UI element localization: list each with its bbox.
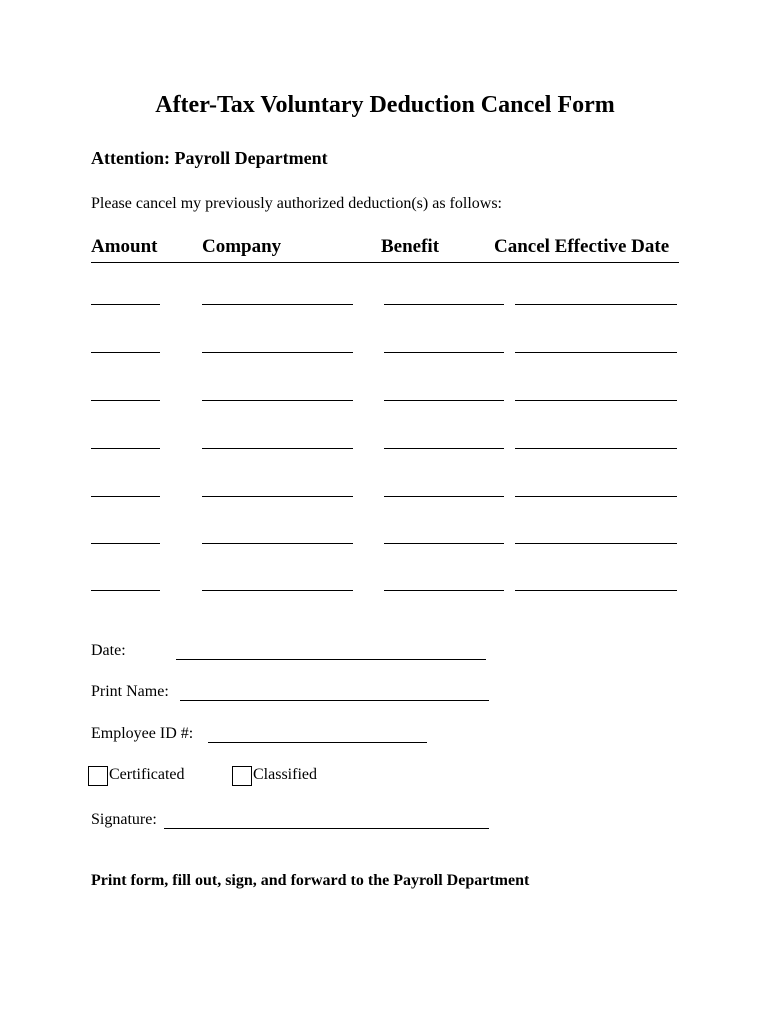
certificated-label: Certificated (109, 766, 185, 783)
company-field[interactable] (202, 388, 353, 401)
table-row (91, 578, 679, 592)
cancel-effective-date-field[interactable] (515, 340, 677, 353)
print-name-label: Print Name: (91, 683, 169, 700)
amount-field[interactable] (91, 578, 160, 591)
header-company: Company (202, 236, 282, 257)
cancel-effective-date-field[interactable] (515, 436, 677, 449)
benefit-field[interactable] (384, 340, 504, 353)
print-name-field[interactable] (180, 686, 489, 701)
signature-label: Signature: (91, 811, 157, 828)
footer-instructions: Print form, fill out, sign, and forward to the Payroll Department (91, 872, 530, 889)
header-cancel-effective-date: Cancel Effective Date (494, 236, 670, 257)
header-benefit: Benefit (381, 236, 440, 257)
company-field[interactable] (202, 436, 353, 449)
benefit-field[interactable] (384, 436, 504, 449)
classified-option[interactable] (232, 766, 342, 790)
amount-field[interactable] (91, 340, 160, 353)
benefit-field[interactable] (384, 531, 504, 544)
amount-field[interactable] (91, 484, 160, 497)
company-field[interactable] (202, 292, 353, 305)
certificated-checkbox[interactable] (88, 766, 108, 786)
benefit-field[interactable] (384, 578, 504, 591)
table-row (91, 531, 679, 545)
amount-field[interactable] (91, 292, 160, 305)
cancel-effective-date-field[interactable] (515, 531, 677, 544)
employee-id-line (91, 725, 431, 747)
benefit-field[interactable] (384, 388, 504, 401)
intro-text: Please cancel my previously authorized deduction(s) as follows: (91, 195, 502, 212)
signature-line (91, 811, 491, 833)
print-name-line (91, 683, 491, 705)
employee-id-label: Employee ID #: (91, 725, 194, 742)
table-row (91, 340, 679, 354)
benefit-field[interactable] (384, 292, 504, 305)
cancel-effective-date-field[interactable] (515, 578, 677, 591)
company-field[interactable] (202, 340, 353, 353)
amount-field[interactable] (91, 531, 160, 544)
company-field[interactable] (202, 578, 353, 591)
header-amount: Amount (91, 236, 158, 257)
form-title: After-Tax Voluntary Deduction Cancel Form (155, 92, 615, 118)
amount-field[interactable] (91, 436, 160, 449)
table-row (91, 388, 679, 402)
company-field[interactable] (202, 531, 353, 544)
classified-label: Classified (253, 766, 317, 783)
date-line (91, 642, 491, 664)
date-label: Date: (91, 642, 126, 659)
certificated-option[interactable] (88, 766, 208, 790)
benefit-field[interactable] (384, 484, 504, 497)
table-row (91, 292, 679, 306)
cancel-effective-date-field[interactable] (515, 292, 677, 305)
deduction-table-header (91, 236, 679, 263)
employee-id-field[interactable] (208, 728, 427, 743)
company-field[interactable] (202, 484, 353, 497)
classified-checkbox[interactable] (232, 766, 252, 786)
table-row (91, 436, 679, 450)
cancel-effective-date-field[interactable] (515, 388, 677, 401)
table-row (91, 484, 679, 498)
cancel-effective-date-field[interactable] (515, 484, 677, 497)
signature-field[interactable] (164, 814, 489, 829)
amount-field[interactable] (91, 388, 160, 401)
date-field[interactable] (176, 645, 486, 660)
attention-line: Attention: Payroll Department (91, 148, 328, 168)
